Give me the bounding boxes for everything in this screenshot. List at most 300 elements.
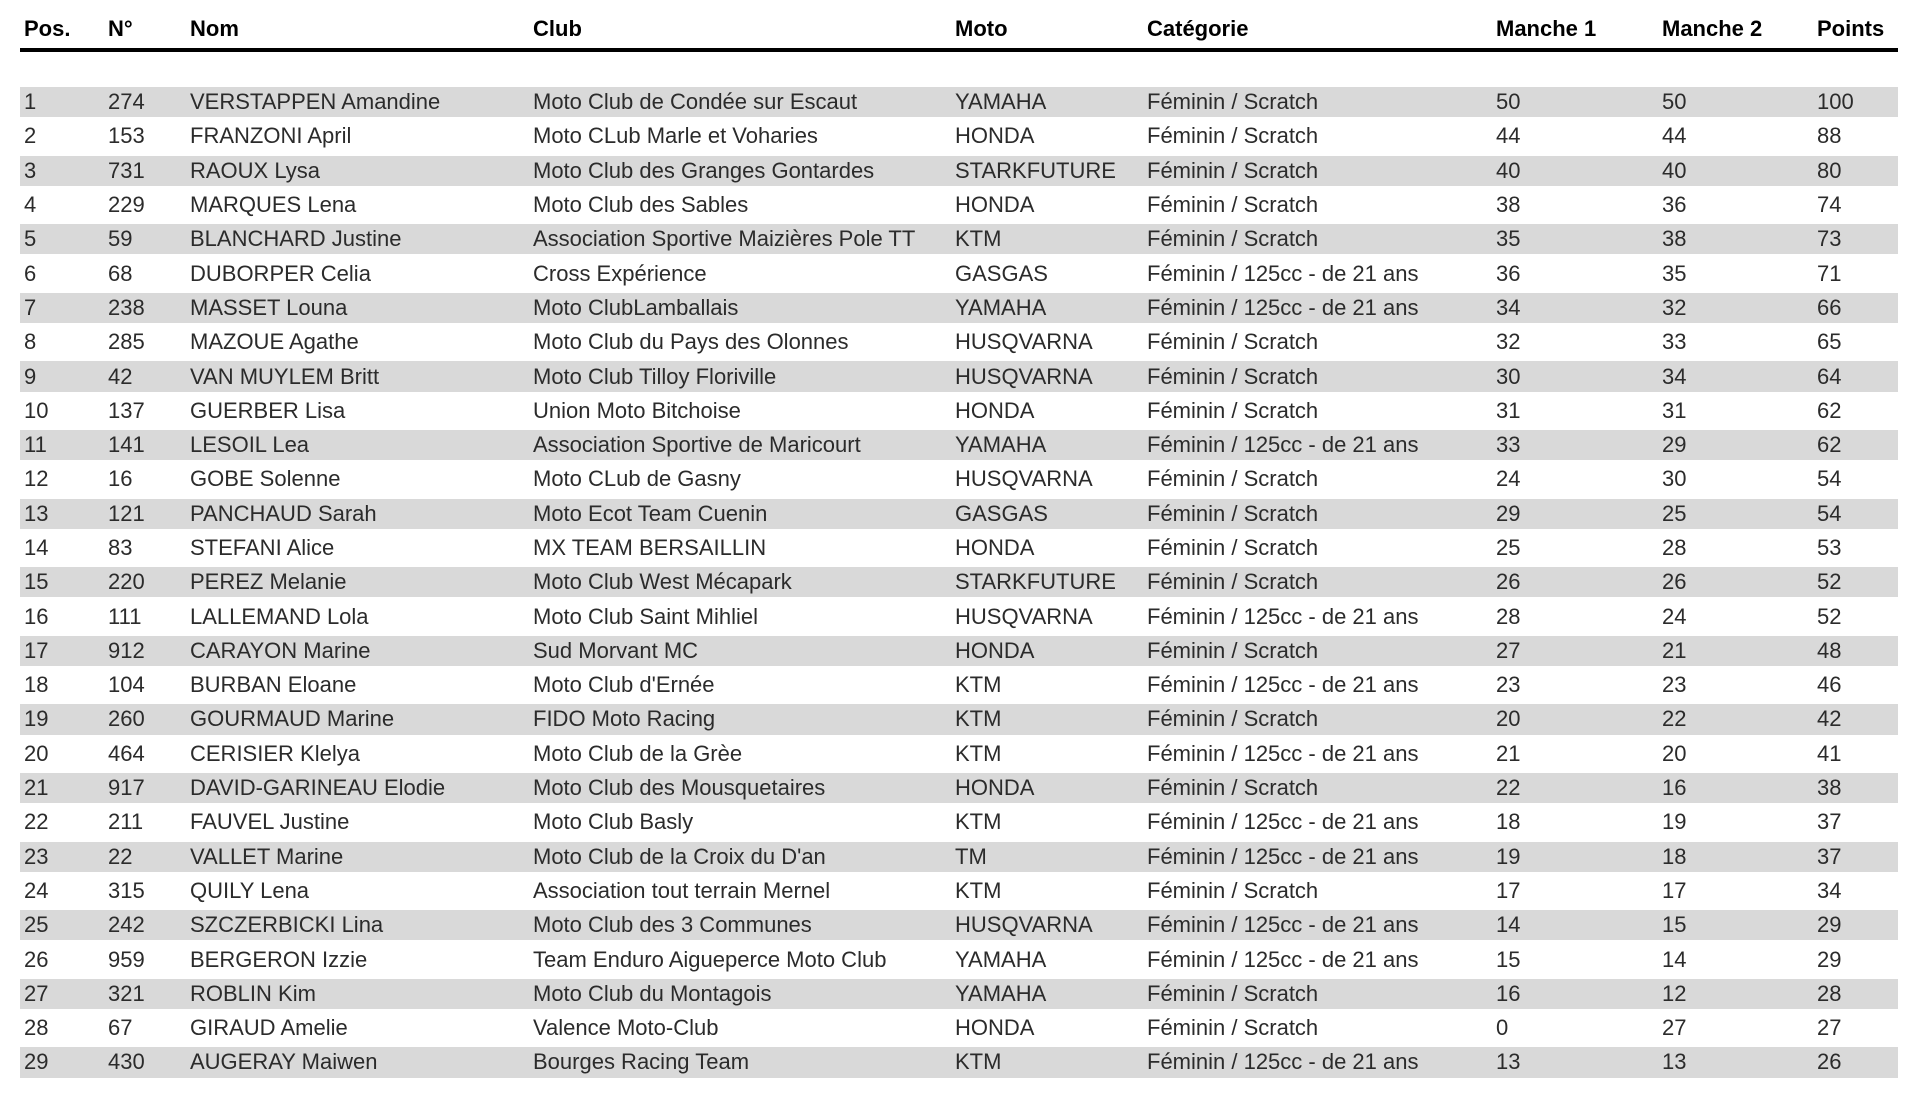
cell-categorie: Féminin / Scratch — [1147, 397, 1319, 423]
cell-categorie: Féminin / Scratch — [1147, 877, 1319, 903]
cell-manche1: 40 — [1496, 157, 1521, 183]
cell-categorie: Féminin / Scratch — [1147, 157, 1319, 183]
cell-categorie: Féminin / Scratch — [1147, 226, 1319, 252]
cell-points: 73 — [1817, 226, 1842, 252]
cell-pos: 18 — [24, 672, 49, 698]
cell-manche1: 36 — [1496, 260, 1521, 286]
cell-pos: 4 — [24, 192, 37, 218]
cell-moto: HUSQVARNA — [955, 603, 1093, 629]
cell-num: 274 — [108, 89, 145, 115]
cell-points: 28 — [1817, 980, 1842, 1006]
cell-manche2: 21 — [1662, 637, 1687, 663]
cell-num: 321 — [108, 980, 145, 1006]
cell-categorie: Féminin / 125cc - de 21 ans — [1147, 740, 1419, 766]
cell-manche1: 24 — [1496, 466, 1521, 492]
cell-manche2: 36 — [1662, 192, 1687, 218]
cell-nom: BERGERON Izzie — [190, 946, 368, 972]
cell-points: 29 — [1817, 946, 1842, 972]
cell-categorie: Féminin / Scratch — [1147, 500, 1319, 526]
cell-club: Moto Club de la Croix du D'an — [533, 843, 826, 869]
cell-pos: 16 — [24, 603, 49, 629]
cell-categorie: Féminin / Scratch — [1147, 775, 1319, 801]
cell-num: 731 — [108, 157, 145, 183]
cell-points: 66 — [1817, 294, 1842, 320]
cell-points: 100 — [1817, 89, 1854, 115]
cell-nom: CARAYON Marine — [190, 637, 371, 663]
cell-manche1: 29 — [1496, 500, 1521, 526]
cell-pos: 23 — [24, 843, 49, 869]
cell-manche1: 14 — [1496, 912, 1521, 938]
cell-pos: 26 — [24, 946, 49, 972]
cell-categorie: Féminin / Scratch — [1147, 1015, 1319, 1041]
cell-moto: HUSQVARNA — [955, 329, 1093, 355]
cell-moto: KTM — [955, 706, 1002, 732]
cell-num: 137 — [108, 397, 145, 423]
cell-num: 959 — [108, 946, 145, 972]
cell-pos: 25 — [24, 912, 49, 938]
cell-manche1: 33 — [1496, 432, 1521, 458]
cell-num: 59 — [108, 226, 133, 252]
header-moto: Moto — [955, 16, 1008, 41]
table-row — [20, 87, 1898, 121]
cell-num: 42 — [108, 363, 133, 389]
cell-pos: 22 — [24, 809, 49, 835]
cell-categorie: Féminin / 125cc - de 21 ans — [1147, 843, 1419, 869]
cell-nom: PANCHAUD Sarah — [190, 500, 377, 526]
cell-club: Cross Expérience — [533, 260, 707, 286]
cell-manche1: 38 — [1496, 192, 1521, 218]
cell-moto: HONDA — [955, 397, 1035, 423]
cell-moto: YAMAHA — [955, 294, 1047, 320]
cell-num: 229 — [108, 192, 145, 218]
cell-manche2: 27 — [1662, 1015, 1687, 1041]
cell-nom: GUERBER Lisa — [190, 397, 346, 423]
cell-club: Moto Ecot Team Cuenin — [533, 500, 768, 526]
cell-points: 37 — [1817, 843, 1842, 869]
cell-club: Moto Club du Pays des Olonnes — [533, 329, 849, 355]
header-club: Club — [533, 16, 582, 41]
cell-manche2: 14 — [1662, 946, 1687, 972]
cell-points: 54 — [1817, 466, 1842, 492]
cell-pos: 6 — [24, 260, 37, 286]
header-manche1: Manche 1 — [1496, 16, 1597, 41]
cell-num: 68 — [108, 260, 133, 286]
cell-manche2: 35 — [1662, 260, 1687, 286]
cell-pos: 17 — [24, 637, 49, 663]
cell-moto: HONDA — [955, 775, 1035, 801]
cell-moto: HONDA — [955, 535, 1035, 560]
cell-manche1: 44 — [1496, 123, 1521, 149]
cell-moto: KTM — [955, 877, 1002, 903]
cell-points: 53 — [1817, 535, 1842, 560]
cell-moto: KTM — [955, 809, 1002, 835]
cell-moto: HUSQVARNA — [955, 466, 1093, 492]
cell-moto: YAMAHA — [955, 89, 1047, 115]
cell-nom: LESOIL Lea — [190, 432, 310, 458]
cell-categorie: Féminin / 125cc - de 21 ans — [1147, 603, 1419, 629]
cell-pos: 27 — [24, 980, 49, 1006]
cell-num: 83 — [108, 535, 133, 560]
cell-moto: KTM — [955, 1049, 1002, 1075]
header-categorie: Catégorie — [1147, 16, 1249, 41]
cell-moto: YAMAHA — [955, 432, 1047, 458]
cell-points: 26 — [1817, 1049, 1842, 1075]
cell-points: 37 — [1817, 809, 1842, 835]
cell-manche1: 0 — [1496, 1015, 1509, 1041]
cell-manche2: 38 — [1662, 226, 1687, 252]
cell-manche1: 15 — [1496, 946, 1521, 972]
cell-moto: HONDA — [955, 123, 1035, 149]
cell-club: FIDO Moto Racing — [533, 706, 716, 732]
cell-points: 88 — [1817, 123, 1842, 149]
table-row — [20, 190, 1898, 224]
cell-manche1: 35 — [1496, 226, 1521, 252]
cell-manche1: 18 — [1496, 809, 1521, 835]
cell-manche1: 27 — [1496, 637, 1521, 663]
cell-points: 65 — [1817, 329, 1842, 355]
cell-points: 54 — [1817, 500, 1842, 526]
table-row — [20, 807, 1898, 841]
cell-num: 220 — [108, 569, 145, 595]
cell-num: 285 — [108, 329, 145, 355]
cell-moto: GASGAS — [955, 260, 1048, 286]
table-row — [20, 1047, 1898, 1081]
cell-nom: BURBAN Eloane — [190, 672, 357, 698]
cell-manche1: 30 — [1496, 363, 1521, 389]
cell-nom: VALLET Marine — [190, 843, 344, 869]
cell-categorie: Féminin / 125cc - de 21 ans — [1147, 432, 1419, 458]
cell-categorie: Féminin / 125cc - de 21 ans — [1147, 1049, 1419, 1075]
cell-num: 238 — [108, 294, 145, 320]
cell-club: Moto Club West Mécapark — [533, 569, 792, 595]
cell-moto: YAMAHA — [955, 980, 1047, 1006]
cell-manche2: 22 — [1662, 706, 1687, 732]
cell-nom: FRANZONI April — [190, 123, 352, 149]
cell-manche2: 19 — [1662, 809, 1687, 835]
cell-moto: HONDA — [955, 192, 1035, 218]
cell-num: 260 — [108, 706, 145, 732]
table-row — [20, 1013, 1898, 1047]
cell-nom: SZCZERBICKI Lina — [190, 912, 384, 938]
header-points: Points — [1817, 16, 1885, 41]
cell-points: 74 — [1817, 192, 1842, 218]
cell-points: 29 — [1817, 912, 1842, 938]
cell-nom: BLANCHARD Justine — [190, 226, 402, 252]
table-row — [20, 704, 1898, 738]
table-row — [20, 396, 1898, 430]
cell-nom: RAOUX Lysa — [190, 157, 321, 183]
table-row — [20, 739, 1898, 773]
cell-manche1: 50 — [1496, 89, 1521, 115]
cell-manche1: 32 — [1496, 329, 1521, 355]
cell-moto: YAMAHA — [955, 946, 1047, 972]
table-row — [20, 258, 1898, 292]
cell-pos: 7 — [24, 294, 37, 320]
cell-num: 153 — [108, 123, 145, 149]
cell-nom: LALLEMAND Lola — [190, 603, 369, 629]
cell-num: 111 — [108, 603, 142, 629]
cell-club: Moto Club Saint Mihliel — [533, 603, 758, 629]
cell-manche1: 17 — [1496, 877, 1521, 903]
cell-categorie: Féminin / 125cc - de 21 ans — [1147, 294, 1419, 320]
header-number: N° — [108, 16, 133, 41]
cell-num: 22 — [108, 843, 133, 869]
cell-moto: KTM — [955, 226, 1002, 252]
cell-manche2: 34 — [1662, 363, 1687, 389]
cell-manche2: 26 — [1662, 569, 1687, 595]
table-row — [20, 567, 1898, 601]
cell-club: Moto Club d'Ernée — [533, 672, 715, 698]
cell-pos: 19 — [24, 706, 49, 732]
cell-club: Moto Club des 3 Communes — [533, 912, 812, 938]
table-row — [20, 910, 1898, 944]
cell-categorie: Féminin / Scratch — [1147, 706, 1319, 732]
cell-club: Team Enduro Aigueperce Moto Club — [533, 946, 887, 972]
cell-moto: HONDA — [955, 637, 1035, 663]
cell-manche1: 16 — [1496, 980, 1521, 1006]
cell-manche2: 15 — [1662, 912, 1687, 938]
cell-categorie: Féminin / 125cc - de 21 ans — [1147, 260, 1419, 286]
cell-moto: GASGAS — [955, 500, 1048, 526]
cell-club: Moto Club des Granges Gontardes — [533, 157, 875, 183]
cell-club: Moto Club des Mousquetaires — [533, 775, 826, 801]
cell-pos: 15 — [24, 569, 49, 595]
cell-moto: HUSQVARNA — [955, 912, 1093, 938]
cell-pos: 5 — [24, 226, 37, 252]
table-row — [20, 670, 1898, 704]
cell-manche1: 19 — [1496, 843, 1521, 869]
cell-manche2: 44 — [1662, 123, 1687, 149]
cell-club: Moto Club Tilloy Floriville — [533, 363, 777, 389]
table-row — [20, 601, 1898, 635]
cell-categorie: Féminin / Scratch — [1147, 980, 1319, 1006]
cell-categorie: Féminin / Scratch — [1147, 363, 1319, 389]
cell-nom: GOURMAUD Marine — [190, 706, 395, 732]
cell-nom: GIRAUD Amelie — [190, 1015, 348, 1041]
cell-points: 80 — [1817, 157, 1842, 183]
cell-moto: KTM — [955, 672, 1002, 698]
table-header-row — [20, 0, 1898, 48]
header-pos: Pos. — [24, 16, 71, 41]
cell-points: 34 — [1817, 877, 1842, 903]
cell-manche1: 31 — [1496, 397, 1521, 423]
cell-manche2: 40 — [1662, 157, 1687, 183]
cell-num: 67 — [108, 1015, 133, 1041]
cell-points: 48 — [1817, 637, 1842, 663]
cell-points: 42 — [1817, 706, 1842, 732]
cell-club: Moto Club de Condée sur Escaut — [533, 89, 858, 115]
cell-nom: DAVID-GARINEAU Elodie — [190, 775, 446, 801]
cell-points: 52 — [1817, 603, 1842, 629]
cell-club: MX TEAM BERSAILLIN — [533, 535, 767, 560]
cell-num: 242 — [108, 912, 145, 938]
cell-manche2: 30 — [1662, 466, 1687, 492]
cell-nom: STEFANI Alice — [190, 535, 335, 560]
cell-num: 917 — [108, 775, 145, 801]
cell-club: Bourges Racing Team — [533, 1049, 750, 1075]
blank-row — [20, 52, 1898, 87]
cell-num: 464 — [108, 740, 145, 766]
cell-manche2: 32 — [1662, 294, 1687, 320]
cell-manche1: 25 — [1496, 535, 1521, 560]
cell-pos: 29 — [24, 1049, 49, 1075]
cell-manche2: 29 — [1662, 432, 1687, 458]
cell-points: 62 — [1817, 432, 1842, 458]
cell-moto: STARKFUTURE — [955, 569, 1116, 595]
cell-manche2: 28 — [1662, 535, 1687, 560]
cell-manche1: 20 — [1496, 706, 1521, 732]
cell-club: Valence Moto-Club — [533, 1015, 719, 1041]
cell-manche2: 16 — [1662, 775, 1687, 801]
cell-manche1: 34 — [1496, 294, 1521, 320]
cell-club: Union Moto Bitchoise — [533, 397, 741, 423]
cell-pos: 10 — [24, 397, 49, 423]
cell-categorie: Féminin / Scratch — [1147, 329, 1319, 355]
cell-manche2: 17 — [1662, 877, 1687, 903]
cell-num: 315 — [108, 877, 145, 903]
cell-points: 52 — [1817, 569, 1842, 595]
cell-moto: TM — [955, 843, 987, 869]
cell-points: 27 — [1817, 1015, 1842, 1041]
cell-categorie: Féminin / Scratch — [1147, 192, 1319, 218]
table-body — [20, 87, 1898, 1082]
cell-points: 38 — [1817, 775, 1842, 801]
table-row — [20, 156, 1898, 190]
cell-pos: 24 — [24, 877, 49, 903]
results-table — [20, 0, 1898, 1082]
cell-nom: QUILY Lena — [190, 877, 310, 903]
cell-manche1: 13 — [1496, 1049, 1521, 1075]
cell-manche1: 21 — [1496, 740, 1521, 766]
cell-points: 64 — [1817, 363, 1842, 389]
cell-club: Moto ClubLamballais — [533, 294, 739, 320]
cell-categorie: Féminin / 125cc - de 21 ans — [1147, 809, 1419, 835]
cell-points: 46 — [1817, 672, 1842, 698]
cell-nom: VAN MUYLEM Britt — [190, 363, 380, 389]
cell-categorie: Féminin / Scratch — [1147, 637, 1319, 663]
cell-club: Moto CLub de Gasny — [533, 466, 741, 492]
cell-pos: 1 — [24, 89, 37, 115]
cell-categorie: Féminin / 125cc - de 21 ans — [1147, 672, 1419, 698]
cell-manche2: 31 — [1662, 397, 1687, 423]
cell-nom: MASSET Louna — [190, 294, 348, 320]
cell-manche2: 12 — [1662, 980, 1687, 1006]
table-row — [20, 327, 1898, 361]
cell-nom: DUBORPER Celia — [190, 260, 371, 286]
cell-manche2: 13 — [1662, 1049, 1687, 1075]
cell-pos: 11 — [24, 432, 47, 458]
table-row — [20, 842, 1898, 876]
table-row — [20, 121, 1898, 155]
table-row — [20, 430, 1898, 464]
cell-manche1: 26 — [1496, 569, 1521, 595]
header-name: Nom — [190, 16, 239, 41]
cell-nom: ROBLIN Kim — [190, 980, 316, 1006]
cell-categorie: Féminin / Scratch — [1147, 569, 1319, 595]
cell-manche2: 24 — [1662, 603, 1687, 629]
cell-pos: 3 — [24, 157, 37, 183]
cell-pos: 8 — [24, 329, 37, 355]
cell-num: 211 — [108, 809, 144, 835]
cell-points: 71 — [1817, 260, 1842, 286]
cell-categorie: Féminin / Scratch — [1147, 535, 1319, 560]
cell-nom: PEREZ Melanie — [190, 569, 347, 595]
table-row — [20, 773, 1898, 807]
cell-num: 16 — [108, 466, 133, 492]
cell-pos: 9 — [24, 363, 37, 389]
cell-pos: 20 — [24, 740, 49, 766]
cell-num: 912 — [108, 637, 145, 663]
cell-categorie: Féminin / Scratch — [1147, 466, 1319, 492]
cell-manche2: 50 — [1662, 89, 1687, 115]
table-row — [20, 636, 1898, 670]
cell-num: 104 — [108, 672, 145, 698]
cell-categorie: Féminin / Scratch — [1147, 89, 1319, 115]
cell-club: Moto Club Basly — [533, 809, 694, 835]
cell-manche2: 18 — [1662, 843, 1687, 869]
cell-nom: GOBE Solenne — [190, 466, 341, 492]
cell-pos: 13 — [24, 500, 49, 526]
table-row — [20, 499, 1898, 533]
cell-categorie: Féminin / Scratch — [1147, 123, 1319, 149]
table-row — [20, 464, 1898, 498]
cell-club: Moto CLub Marle et Voharies — [533, 123, 818, 149]
cell-pos: 2 — [24, 123, 37, 149]
cell-club: Moto Club des Sables — [533, 192, 749, 218]
table-row — [20, 876, 1898, 910]
header-manche2: Manche 2 — [1662, 16, 1763, 41]
cell-categorie: Féminin / 125cc - de 21 ans — [1147, 946, 1419, 972]
table-row — [20, 293, 1898, 327]
cell-nom: AUGERAY Maiwen — [190, 1049, 378, 1075]
cell-club: Association Sportive Maizières Pole TT — [533, 226, 916, 252]
cell-pos: 28 — [24, 1015, 49, 1041]
cell-moto: HUSQVARNA — [955, 363, 1093, 389]
cell-num: 141 — [108, 432, 145, 458]
cell-nom: CERISIER Klelya — [190, 740, 360, 766]
cell-moto: STARKFUTURE — [955, 157, 1116, 183]
cell-manche1: 23 — [1496, 672, 1521, 698]
cell-pos: 21 — [24, 775, 49, 801]
cell-nom: FAUVEL Justine — [190, 809, 350, 835]
cell-club: Association Sportive de Maricourt — [533, 432, 861, 458]
cell-pos: 12 — [24, 466, 49, 492]
cell-num: 121 — [108, 500, 145, 526]
table-row — [20, 224, 1898, 258]
cell-nom: MARQUES Lena — [190, 192, 357, 218]
cell-club: Association tout terrain Mernel — [533, 877, 831, 903]
cell-manche1: 22 — [1496, 775, 1521, 801]
cell-manche2: 23 — [1662, 672, 1687, 698]
cell-categorie: Féminin / 125cc - de 21 ans — [1147, 912, 1419, 938]
cell-moto: HONDA — [955, 1015, 1035, 1041]
cell-manche2: 33 — [1662, 329, 1687, 355]
cell-points: 62 — [1817, 397, 1842, 423]
cell-nom: MAZOUE Agathe — [190, 329, 359, 355]
cell-num: 430 — [108, 1049, 145, 1075]
table-row — [20, 361, 1898, 395]
table-row — [20, 979, 1898, 1013]
cell-nom: VERSTAPPEN Amandine — [190, 89, 441, 115]
table-row — [20, 533, 1898, 567]
cell-manche1: 28 — [1496, 603, 1521, 629]
cell-points: 41 — [1817, 740, 1842, 766]
cell-club: Moto Club de la Grèe — [533, 740, 743, 766]
cell-manche2: 25 — [1662, 500, 1687, 526]
cell-manche2: 20 — [1662, 740, 1687, 766]
cell-club: Moto Club du Montagois — [533, 980, 772, 1006]
cell-club: Sud Morvant MC — [533, 637, 699, 663]
